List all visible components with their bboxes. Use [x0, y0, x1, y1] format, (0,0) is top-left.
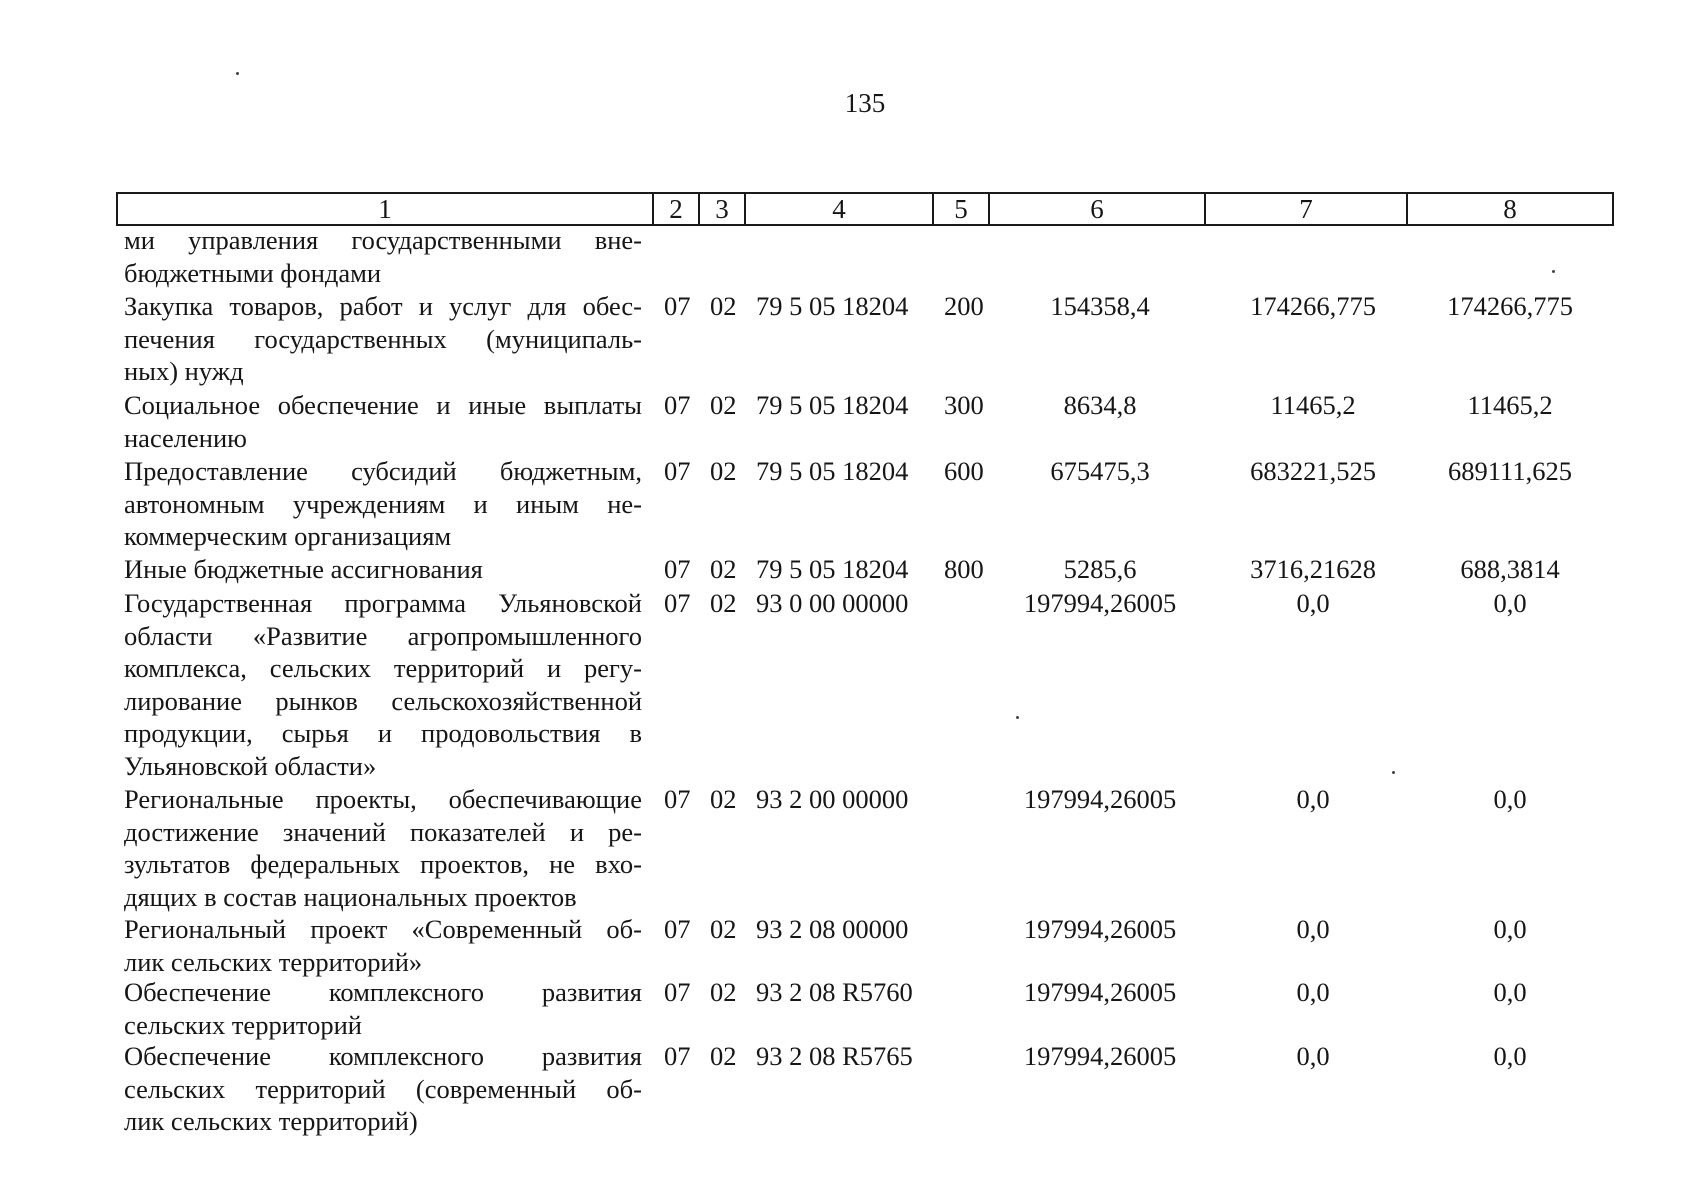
cell-c3: 02: [710, 291, 737, 321]
cell-c6: 8634,8: [1063, 390, 1137, 420]
cell-c2: 07: [664, 784, 691, 814]
cell-c3: 02: [710, 977, 737, 1007]
cell-c6: 197994,26005: [1023, 977, 1177, 1007]
cell-c6: 5285,6: [1063, 554, 1137, 584]
description-line: области «Развитие агропромышленного: [124, 620, 642, 651]
description-line: Ульяновской области»: [124, 750, 377, 781]
cell-c4: 79 5 05 18204: [756, 291, 909, 321]
row-description: [124, 1040, 642, 1138]
cell-c6: 197994,26005: [1023, 784, 1177, 814]
cell-c7: 11465,2: [1270, 390, 1356, 420]
cell-c4: 93 0 00 00000: [756, 588, 909, 618]
cell-c7: 0,0: [1296, 784, 1330, 814]
cell-c4: 93 2 08 R5765: [756, 1041, 913, 1071]
description-line: Закупка товаров, работ и услуг для обес-: [124, 291, 642, 321]
description-line: лик сельских территорий): [124, 1106, 418, 1136]
cell-c2: 07: [664, 390, 691, 420]
description-line: Региональные проекты, обеспечивающие: [124, 784, 642, 814]
cell-c3: 02: [710, 390, 737, 420]
row-description: [124, 587, 642, 782]
header-col-8: 8: [1407, 193, 1613, 225]
header-row: [117, 193, 1613, 225]
cell-c8: 0,0: [1493, 784, 1527, 814]
scan-speck: [1552, 270, 1555, 273]
cell-c6: 675475,3: [1050, 456, 1150, 486]
cell-c3: 02: [710, 1041, 737, 1071]
row-description: [124, 553, 642, 586]
description-line: сельских территорий: [124, 1009, 362, 1040]
cell-c8: 0,0: [1493, 588, 1527, 618]
description-line: бюджетными фондами: [124, 257, 382, 288]
cell-c6: 197994,26005: [1023, 1041, 1177, 1071]
description-line: ми управления государственными вне-: [124, 225, 642, 255]
header-col-5: 5: [933, 193, 989, 225]
description-line: Государственная программа Ульяновской: [124, 588, 642, 618]
cell-c2: 07: [664, 977, 691, 1007]
cell-c8: 11465,2: [1467, 390, 1553, 420]
cell-c5: 800: [944, 554, 984, 584]
cell-c3: 02: [710, 588, 737, 618]
cell-c2: 07: [664, 588, 691, 618]
cell-c4: 79 5 05 18204: [756, 390, 909, 420]
cell-c8: 689111,625: [1448, 456, 1572, 486]
cell-c2: 07: [664, 291, 691, 321]
description-line: достижение значений показателей и ре-: [124, 816, 642, 847]
cell-c2: 07: [664, 914, 691, 944]
header-col-1: 1: [117, 193, 653, 225]
cell-c4: 93 2 00 00000: [756, 784, 909, 814]
cell-c3: 02: [710, 784, 737, 814]
description-line: Предоставление субсидий бюджетным,: [124, 456, 642, 486]
cell-c4: 79 5 05 18204: [756, 554, 909, 584]
description-line: Обеспечение комплексного развития: [124, 1041, 642, 1071]
cell-c7: 0,0: [1296, 588, 1330, 618]
cell-c6: 197994,26005: [1023, 914, 1177, 944]
cell-c4: 79 5 05 18204: [756, 456, 909, 486]
cell-c5: 300: [944, 390, 984, 420]
cell-c7: 174266,775: [1250, 291, 1376, 321]
cell-c7: 0,0: [1296, 1041, 1330, 1071]
header-col-6: 6: [989, 193, 1205, 225]
header-col-2: 2: [653, 193, 699, 225]
cell-c6: 154358,4: [1050, 291, 1150, 321]
page-number: 135: [844, 88, 886, 118]
header-col-3: 3: [699, 193, 745, 225]
cell-c3: 02: [710, 914, 737, 944]
description-line: Обеспечение комплексного развития: [124, 977, 642, 1007]
description-line: Социальное обеспечение и иные выплаты: [124, 390, 642, 420]
cell-c8: 0,0: [1493, 977, 1527, 1007]
header-col-4: 4: [745, 193, 933, 225]
cell-c7: 3716,21628: [1250, 554, 1376, 584]
description-line: коммерческим организациям: [124, 521, 452, 551]
cell-c6: 197994,26005: [1023, 588, 1177, 618]
row-description: [124, 389, 642, 454]
cell-c2: 07: [664, 1041, 691, 1071]
cell-c8: 0,0: [1493, 914, 1527, 944]
description-line: Иные бюджетные ассигнования: [124, 554, 483, 584]
column-number-header: [116, 192, 1614, 226]
cell-c5: 600: [944, 456, 984, 486]
description-line: населению: [124, 422, 247, 453]
description-line: зультатов федеральных проектов, не вхо-: [124, 849, 642, 879]
cell-c4: 93 2 08 00000: [756, 914, 909, 944]
cell-c8: 0,0: [1493, 1041, 1527, 1071]
cell-c2: 07: [664, 554, 691, 584]
row-description: [124, 976, 642, 1041]
description-line: продукции, сырья и продовольствия в: [124, 718, 642, 748]
description-line: Региональный проект «Современный об-: [124, 914, 642, 944]
header-col-7: 7: [1205, 193, 1407, 225]
description-line: дящих в состав национальных проектов: [124, 881, 577, 912]
description-line: автономным учреждениям и иным не-: [124, 488, 642, 519]
description-line: лирование рынков сельскохозяйственной: [124, 685, 642, 716]
description-line: печения государственных (муниципаль-: [124, 323, 642, 354]
cell-c7: 683221,525: [1250, 456, 1376, 486]
cell-c8: 174266,775: [1447, 291, 1573, 321]
cell-c3: 02: [710, 456, 737, 486]
cell-c4: 93 2 08 R5760: [756, 977, 913, 1007]
row-description: [124, 290, 642, 388]
cell-c5: 200: [944, 291, 984, 321]
description-line: комплекса, сельских территорий и регу-: [124, 653, 642, 683]
cell-c8: 688,3814: [1460, 554, 1560, 584]
cell-c7: 0,0: [1296, 914, 1330, 944]
description-line: лик сельских территорий»: [124, 946, 423, 977]
row-description: [124, 224, 642, 289]
description-line: ных) нужд: [124, 356, 244, 386]
row-description: [124, 913, 642, 978]
cell-c7: 0,0: [1296, 977, 1330, 1007]
row-description: [124, 783, 642, 913]
cell-c3: 02: [710, 554, 737, 584]
scan-speck: [1392, 771, 1395, 774]
row-description: [124, 455, 642, 553]
description-line: сельских территорий (современный об-: [124, 1073, 642, 1104]
scan-speck: [236, 72, 239, 75]
scan-speck: [1016, 716, 1019, 719]
cell-c2: 07: [664, 456, 691, 486]
